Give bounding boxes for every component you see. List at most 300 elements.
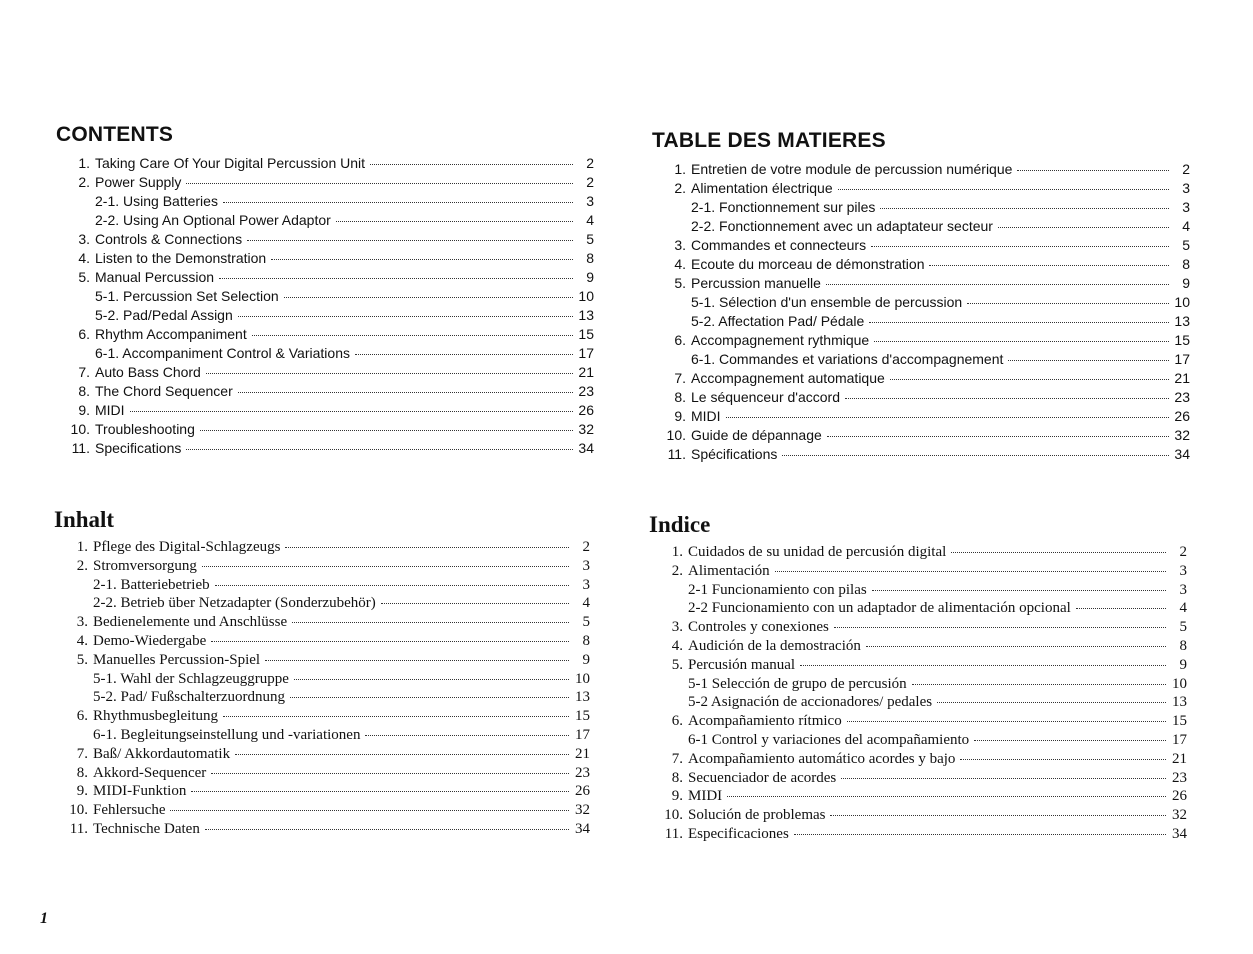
dot-leader [974, 740, 1166, 741]
toc-subentry [56, 344, 594, 363]
entry-title: Le séquenceur d'accord [691, 389, 840, 405]
toc-entry [54, 801, 590, 820]
dot-leader [206, 373, 573, 374]
entry-title: 5-2 Asignación de accionadores/ pedales [688, 694, 933, 711]
entry-title: Rhythmusbegleitung [93, 708, 218, 725]
entry-page: 2 [1179, 544, 1187, 560]
entry-number: 9. [671, 788, 683, 805]
entry-page: 4 [1179, 600, 1187, 617]
toc-subentry [54, 670, 590, 689]
entry-number: 8. [78, 383, 90, 399]
entry-title: Solución de problemas [688, 807, 826, 824]
toc-entry [649, 656, 1187, 675]
entry-title: 2-1. Fonctionnement sur piles [691, 199, 876, 215]
entry-title: 6-1. Commandes et variations d'accompagnement [691, 351, 1004, 367]
dot-leader [191, 791, 569, 792]
entry-title: 5-1. Sélection d'un ensemble de percussion [691, 294, 963, 310]
toc-list [652, 160, 1190, 464]
entry-title: Akkord-Sequencer [93, 764, 207, 781]
toc-entry [56, 249, 594, 268]
dot-leader [130, 411, 573, 412]
toc-entry [54, 820, 590, 839]
toc-subentry [649, 693, 1187, 712]
toc-entry [54, 707, 590, 726]
entry-page: 3 [586, 193, 594, 209]
entry-page: 15 [575, 708, 590, 725]
entry-title: Commandes et connecteurs [691, 237, 867, 253]
dot-leader [880, 208, 1169, 209]
entry-title: Spécifications [691, 446, 778, 462]
toc-list [649, 543, 1187, 844]
dot-leader [841, 778, 1166, 779]
entry-page: 23 [575, 764, 590, 781]
dot-leader [874, 341, 1169, 342]
dot-leader [285, 547, 569, 548]
toc-entry [56, 439, 594, 458]
toc-subentry [54, 726, 590, 745]
dot-leader [866, 646, 1166, 647]
entry-page: 8 [1182, 256, 1190, 272]
dot-leader [211, 641, 569, 642]
entry-page: 4 [582, 595, 590, 612]
entry-page: 2 [1182, 161, 1190, 177]
toc-list [56, 154, 594, 458]
dot-leader [726, 417, 1169, 418]
entry-page: 9 [586, 269, 594, 285]
dot-leader [238, 316, 573, 317]
entry-title: Alimentación [688, 562, 770, 579]
entry-title: 2-1 Funcionamiento con pilas [688, 581, 867, 598]
entry-page: 8 [582, 632, 590, 649]
dot-leader [336, 221, 573, 222]
entry-page: 4 [586, 212, 594, 228]
toc-entry [649, 637, 1187, 656]
entry-page: 13 [1174, 313, 1190, 329]
dot-leader [827, 436, 1169, 437]
entry-page: 5 [586, 231, 594, 247]
toc-subentry [652, 198, 1190, 217]
entry-title: Stromversorgung [93, 557, 197, 574]
toc-entry [54, 745, 590, 764]
toc-entry [652, 388, 1190, 407]
entry-title: Cuidados de su unidad de percusión digital [688, 544, 947, 560]
entry-page: 21 [1174, 370, 1190, 386]
entry-number: 3. [674, 237, 686, 253]
toc-entry [652, 445, 1190, 464]
entry-page: 21 [575, 745, 590, 762]
entry-number: 11. [69, 820, 88, 837]
entry-number: 9. [78, 402, 90, 418]
dot-leader [794, 834, 1166, 835]
dot-leader [826, 284, 1169, 285]
entry-title: Rhythm Accompaniment [95, 326, 247, 342]
entry-number: 3. [671, 619, 683, 636]
toc-subentry [56, 287, 594, 306]
entry-number: 5. [674, 275, 686, 291]
toc-entry [652, 426, 1190, 445]
entry-page: 5 [1182, 237, 1190, 253]
entry-page: 15 [1174, 332, 1190, 348]
entry-page: 5 [1179, 619, 1187, 636]
entry-title: Acompañamiento rítmico [688, 713, 842, 730]
entry-title: 2-2 Funcionamiento con un adaptador de alimentación opcional [688, 600, 1071, 617]
dot-leader [998, 227, 1169, 228]
toc-entry [652, 331, 1190, 350]
toc-subentry [652, 350, 1190, 369]
entry-number: 4. [76, 632, 88, 649]
entry-title: Guide de dépannage [691, 427, 822, 443]
dot-leader [355, 354, 573, 355]
dot-leader [219, 278, 573, 279]
entry-page: 23 [578, 383, 594, 399]
dot-leader [727, 796, 1166, 797]
entry-number: 6. [76, 708, 88, 725]
dot-leader [937, 702, 1166, 703]
entry-page: 32 [1172, 807, 1187, 824]
toc-section-german [54, 506, 590, 839]
dot-leader [872, 590, 1166, 591]
toc-list [54, 538, 590, 839]
entry-title: Baß/ Akkordautomatik [93, 745, 231, 762]
entry-title: 2-1. Using Batteries [95, 193, 218, 209]
toc-entry [649, 750, 1187, 769]
dot-leader [847, 721, 1166, 722]
entry-title: Secuenciador de acordes [688, 769, 837, 786]
entry-page: 10 [1172, 675, 1187, 692]
dot-leader [830, 815, 1166, 816]
toc-entry [649, 543, 1187, 562]
entry-title: Accompagnement rythmique [691, 332, 870, 348]
entry-title: The Chord Sequencer [95, 383, 233, 399]
entry-number: 7. [671, 750, 683, 767]
dot-leader [290, 697, 569, 698]
dot-leader [247, 240, 573, 241]
entry-page: 17 [1174, 351, 1190, 367]
dot-leader [967, 303, 1169, 304]
entry-title: 5-1 Selección de grupo de percusión [688, 675, 907, 692]
entry-number: 8. [674, 389, 686, 405]
entry-title: Power Supply [95, 174, 182, 190]
toc-subentry [652, 293, 1190, 312]
entry-title: Acompañamiento automático acordes y bajo [688, 750, 956, 767]
dot-leader [1076, 608, 1166, 609]
entry-title: Especificaciones [688, 825, 789, 842]
dot-leader [223, 716, 569, 717]
entry-title: 5-2. Pad/Pedal Assign [95, 307, 233, 323]
toc-entry [54, 557, 590, 576]
dot-leader [890, 379, 1169, 380]
entry-number: 7. [674, 370, 686, 386]
entry-page: 21 [1172, 750, 1187, 767]
entry-page: 34 [575, 820, 590, 837]
toc-entry [54, 764, 590, 783]
entry-number: 11. [667, 446, 686, 462]
dot-leader [1008, 360, 1169, 361]
entry-title: 2-2. Betrieb über Netzadapter (Sonderzubehör) [93, 595, 376, 612]
toc-entry [649, 712, 1187, 731]
entry-page: 13 [578, 307, 594, 323]
entry-title: 6-1. Begleitungseinstellung und -variationen [93, 726, 361, 743]
toc-subentry [652, 312, 1190, 331]
entry-page: 2 [586, 174, 594, 190]
entry-title: Audición de la demostración [688, 637, 861, 654]
entry-number: 2. [78, 174, 90, 190]
entry-title: Taking Care Of Your Digital Percussion Unit [95, 155, 366, 171]
dot-leader [912, 684, 1166, 685]
entry-page: 10 [575, 670, 590, 687]
entry-title: Bedienelemente und Anschlüsse [93, 614, 288, 631]
entry-page: 23 [1172, 769, 1187, 786]
entry-page: 9 [1179, 656, 1187, 673]
toc-subentry [649, 599, 1187, 618]
entry-title: Ecoute du morceau de démonstration [691, 256, 925, 272]
entry-title: Percusión manual [688, 656, 796, 673]
dot-leader [235, 754, 569, 755]
entry-page: 15 [1172, 713, 1187, 730]
entry-number: 8. [76, 764, 88, 781]
entry-page: 23 [1174, 389, 1190, 405]
dot-leader [271, 259, 573, 260]
entry-number: 11. [71, 440, 90, 456]
dot-leader [960, 759, 1166, 760]
entry-page: 4 [1182, 218, 1190, 234]
section-heading: Indice [649, 512, 711, 537]
entry-title: Troubleshooting [95, 421, 195, 437]
dot-leader [381, 603, 569, 604]
entry-page: 8 [1179, 637, 1187, 654]
entry-number: 1. [674, 161, 686, 177]
entry-number: 2. [76, 557, 88, 574]
toc-subentry [56, 306, 594, 325]
entry-page: 13 [575, 689, 590, 706]
toc-entry [652, 274, 1190, 293]
entry-page: 9 [1182, 275, 1190, 291]
entry-number: 10. [664, 807, 683, 824]
entry-number: 6. [671, 713, 683, 730]
entry-page: 26 [1172, 788, 1187, 805]
entry-number: 8. [671, 769, 683, 786]
entry-page: 3 [1179, 562, 1187, 579]
entry-number: 9. [674, 408, 686, 424]
page-number: 1 [40, 910, 48, 927]
dot-leader [370, 164, 573, 165]
entry-page: 17 [578, 345, 594, 361]
entry-number: 3. [76, 614, 88, 631]
dot-leader [170, 810, 569, 811]
entry-title: Specifications [95, 440, 182, 456]
entry-page: 3 [582, 557, 590, 574]
entry-page: 15 [578, 326, 594, 342]
dot-leader [186, 449, 573, 450]
entry-title: Controles y conexiones [688, 619, 829, 636]
toc-section-spanish [649, 511, 1187, 844]
toc-entry [649, 806, 1187, 825]
dot-leader [294, 679, 569, 680]
dot-leader [202, 566, 569, 567]
entry-title: 5-2. Pad/ Fußschalterzuordnung [93, 689, 286, 706]
entry-number: 4. [674, 256, 686, 272]
dot-leader [284, 297, 573, 298]
entry-page: 26 [578, 402, 594, 418]
toc-entry [652, 179, 1190, 198]
dot-leader [365, 735, 569, 736]
entry-title: Entretien de votre module de percussion numérique [691, 161, 1013, 177]
entry-title: MIDI-Funktion [93, 783, 187, 800]
entry-page: 17 [575, 726, 590, 743]
entry-page: 26 [1174, 408, 1190, 424]
entry-number: 5. [76, 651, 88, 668]
toc-subentry [649, 675, 1187, 694]
entry-number: 5. [78, 269, 90, 285]
entry-title: 2-1. Batteriebetrieb [93, 576, 210, 593]
entry-page: 32 [578, 421, 594, 437]
toc-entry [56, 363, 594, 382]
entry-number: 10. [666, 427, 686, 443]
entry-title: Auto Bass Chord [95, 364, 201, 380]
entry-page: 21 [578, 364, 594, 380]
entry-title: Fehlersuche [93, 802, 166, 819]
entry-number: 1. [78, 155, 90, 171]
toc-entry [54, 613, 590, 632]
entry-title: Listen to the Demonstration [95, 250, 267, 266]
entry-title: 5-1. Percussion Set Selection [95, 288, 279, 304]
toc-entry [649, 787, 1187, 806]
toc-subentry [54, 594, 590, 613]
dot-leader [215, 585, 569, 586]
dot-leader [292, 622, 569, 623]
entry-title: 6-1. Accompaniment Control & Variations [95, 345, 350, 361]
toc-entry [56, 230, 594, 249]
toc-subentry [649, 731, 1187, 750]
toc-subentry [652, 217, 1190, 236]
entry-title: MIDI [95, 402, 125, 418]
dot-leader [782, 455, 1169, 456]
toc-entry [56, 173, 594, 192]
dot-leader [871, 246, 1169, 247]
entry-page: 3 [582, 576, 590, 593]
entry-title: 6-1 Control y variaciones del acompañamiento [688, 731, 970, 748]
toc-entry [56, 154, 594, 173]
entry-number: 9. [76, 783, 88, 800]
entry-title: Manuelles Percussion-Spiel [93, 651, 261, 668]
dot-leader [951, 552, 1166, 553]
entry-number: 10. [69, 802, 88, 819]
entry-title: Pflege des Digital-Schlagzeugs [93, 539, 281, 555]
toc-entry [56, 268, 594, 287]
entry-number: 1. [76, 539, 88, 555]
entry-page: 2 [586, 155, 594, 171]
entry-title: Alimentation électrique [691, 180, 833, 196]
entry-page: 2 [582, 539, 590, 555]
entry-title: 5-2. Affectation Pad/ Pédale [691, 313, 865, 329]
entry-page: 5 [582, 614, 590, 631]
entry-title: 2-2. Using An Optional Power Adaptor [95, 212, 331, 228]
entry-page: 34 [1172, 825, 1187, 842]
entry-title: Percussion manuelle [691, 275, 821, 291]
entry-number: 6. [78, 326, 90, 342]
toc-subentry [649, 581, 1187, 600]
dot-leader [838, 189, 1169, 190]
entry-number: 2. [674, 180, 686, 196]
toc-entry [56, 325, 594, 344]
section-heading: CONTENTS [56, 123, 174, 146]
entry-page: 3 [1182, 180, 1190, 196]
dot-leader [252, 335, 573, 336]
entry-title: Accompagnement automatique [691, 370, 885, 386]
toc-entry [649, 825, 1187, 844]
entry-page: 34 [578, 440, 594, 456]
dot-leader [869, 322, 1169, 323]
entry-number: 2. [671, 562, 683, 579]
dot-leader [834, 627, 1166, 628]
entry-page: 34 [1174, 446, 1190, 462]
entry-number: 7. [78, 364, 90, 380]
entry-page: 32 [575, 802, 590, 819]
dot-leader [800, 665, 1166, 666]
toc-entry [54, 651, 590, 670]
entry-page: 17 [1172, 731, 1187, 748]
toc-subentry [54, 576, 590, 595]
dot-leader [775, 571, 1166, 572]
entry-page: 8 [586, 250, 594, 266]
entry-page: 10 [578, 288, 594, 304]
dot-leader [211, 773, 569, 774]
entry-page: 3 [1182, 199, 1190, 215]
toc-entry [54, 538, 590, 557]
section-heading: TABLE DES MATIERES [652, 129, 886, 152]
toc-entry [649, 769, 1187, 788]
toc-entry [652, 407, 1190, 426]
dot-leader [186, 183, 573, 184]
entry-number: 4. [671, 637, 683, 654]
entry-number: 11. [664, 825, 683, 842]
toc-section-english [56, 122, 594, 458]
entry-title: MIDI [691, 408, 721, 424]
toc-subentry [56, 192, 594, 211]
entry-title: Manual Percussion [95, 269, 215, 285]
entry-title: Controls & Connections [95, 231, 243, 247]
toc-entry [56, 382, 594, 401]
entry-title: 5-1. Wahl der Schlagzeuggruppe [93, 670, 289, 687]
toc-section-french [652, 128, 1190, 464]
toc-subentry [56, 211, 594, 230]
dot-leader [265, 660, 569, 661]
dot-leader [205, 829, 569, 830]
entry-title: MIDI [688, 788, 723, 805]
dot-leader [200, 430, 573, 431]
toc-entry [652, 236, 1190, 255]
entry-page: 3 [1179, 581, 1187, 598]
section-heading: Inhalt [54, 507, 115, 532]
toc-entry [56, 401, 594, 420]
entry-page: 26 [575, 783, 590, 800]
toc-entry [652, 160, 1190, 179]
entry-number: 5. [671, 656, 683, 673]
entry-page: 32 [1174, 427, 1190, 443]
dot-leader [1017, 170, 1169, 171]
toc-subentry [54, 688, 590, 707]
entry-page: 9 [582, 651, 590, 668]
dot-leader [845, 398, 1169, 399]
entry-number: 3. [78, 231, 90, 247]
toc-entry [652, 369, 1190, 388]
toc-entry [649, 562, 1187, 581]
entry-number: 7. [76, 745, 88, 762]
dot-leader [223, 202, 573, 203]
entry-number: 10. [70, 421, 90, 437]
dot-leader [238, 392, 573, 393]
toc-entry [56, 420, 594, 439]
